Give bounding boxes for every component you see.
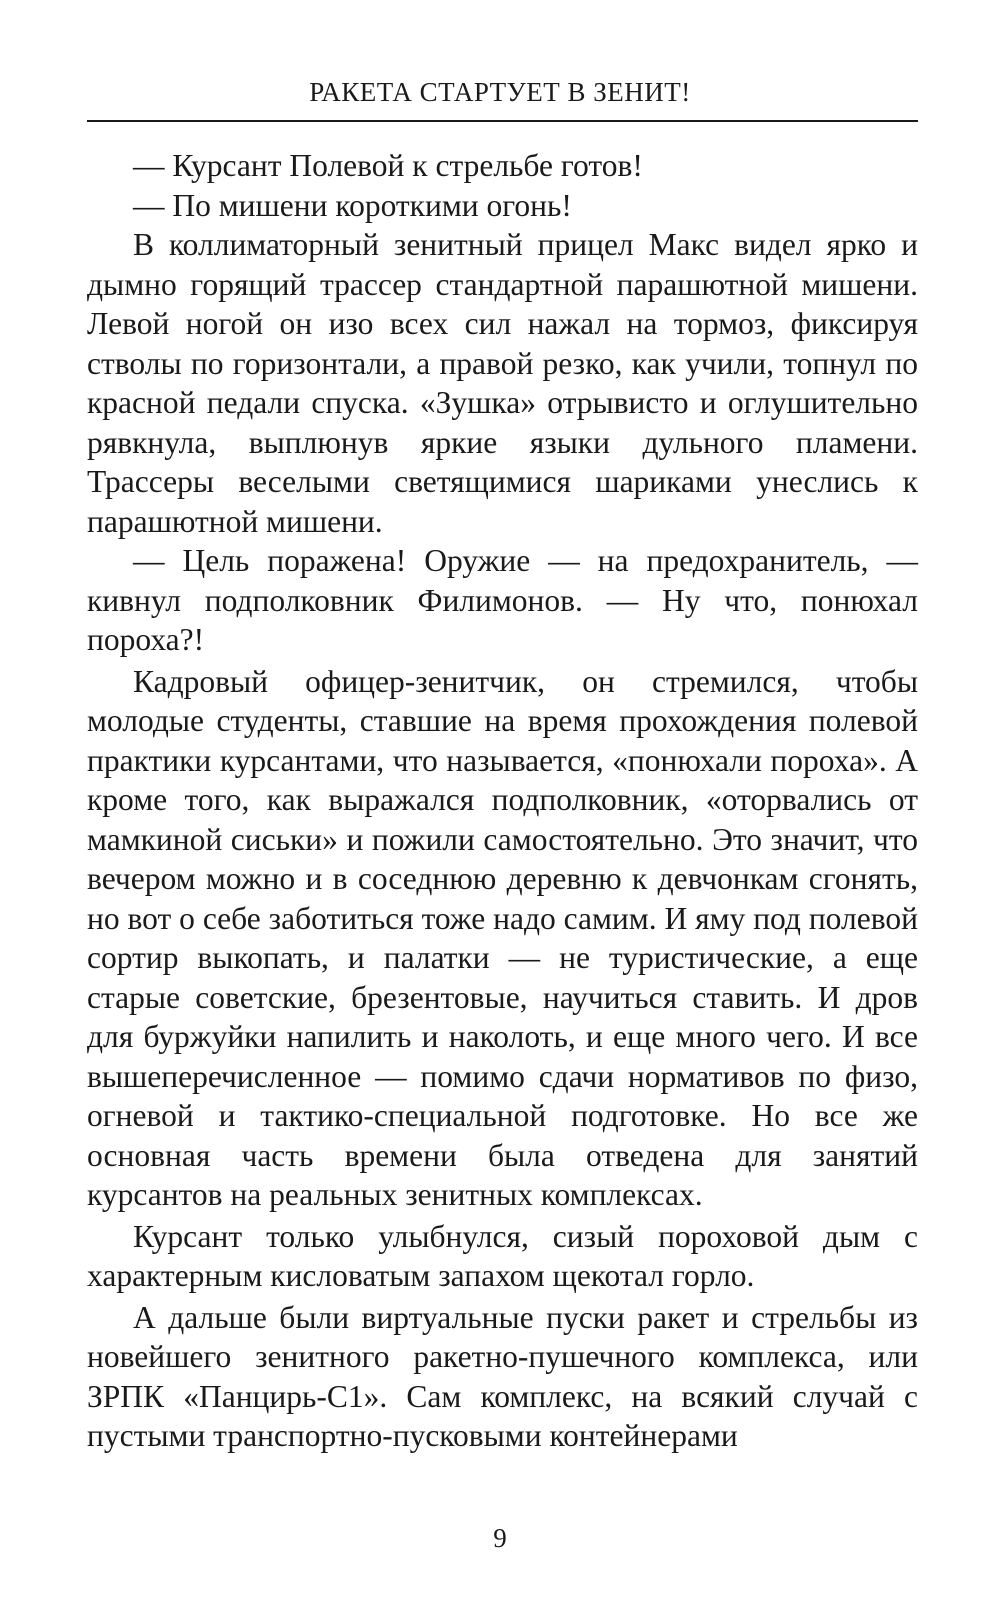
running-head-title: РАКЕТА СТАРТУЕТ В ЗЕНИТ!: [309, 77, 691, 107]
paragraph: Курсант только улыбнулся, сизый пороховой дым с характерным кисловатым запахом щекотал горло.: [87, 1218, 918, 1293]
dialogue-line: — Курсант Полевой к стрельбе готов!: [133, 148, 643, 183]
paragraph: Кадровый офицер-зенитчик, он стремился, чтобы молодые студенты, ставшие на время прохождения полевой практики курсантами, что называется, «понюхали пороха». А кроме того, как выражался подполковник, «оторвались от мамкиной сиськи» и пожили самостоятельно. Это значит, что вечером можно и в соседнюю деревню к девчонкам сгонять, но вот о себе заботиться тоже надо самим. И яму под полевой сортир выкопать, и палатки — не туристические, а еще старые советские, брезентовые, научиться ставить. И дров для буржуйки напилить и наколоть, и еще много чего. И все вышеперечисленное — помимо сдачи нормативов по физо, огневой и тактико-специальной подготовке. Но все же основная часть времени была отведена для занятий курсантов на реальных зенитных комплексах.: [87, 663, 918, 1212]
page-body: [87, 146, 918, 1456]
dialogue-line: — По мишени короткими огонь!: [133, 187, 572, 223]
page-number: 9: [493, 1523, 507, 1553]
dialogue-line: — Цель поражена! Оружие — на предохранитель, — кивнул подполковник Филимонов. — Ну что, понюхал пороха?!: [87, 543, 918, 657]
paragraph: А дальше были виртуальные пуски ракет и стрельбы из новейшего зенитного ракетно-пушечного комплекса, или ЗРПК «Панцирь-С1». Сам комплекс, на всякий случай с пустыми транспортно-пусковыми контейнерами: [87, 1299, 918, 1453]
header-rule: [87, 120, 918, 122]
paragraph: В коллиматорный зенитный прицел Макс видел ярко и дымно горящий трассер стандартной парашютной мишени. Левой ногой он изо всех сил нажал на тормоз, фиксируя стволы по горизонтали, а правой резко, как учили, топнул по красной педали спуска. «Зушка» отрывисто и оглушительно рявкнула, выплюнув яркие языки дульного пламени. Трассеры веселыми светящимися шариками унеслись к парашютной мишени.: [87, 227, 918, 539]
